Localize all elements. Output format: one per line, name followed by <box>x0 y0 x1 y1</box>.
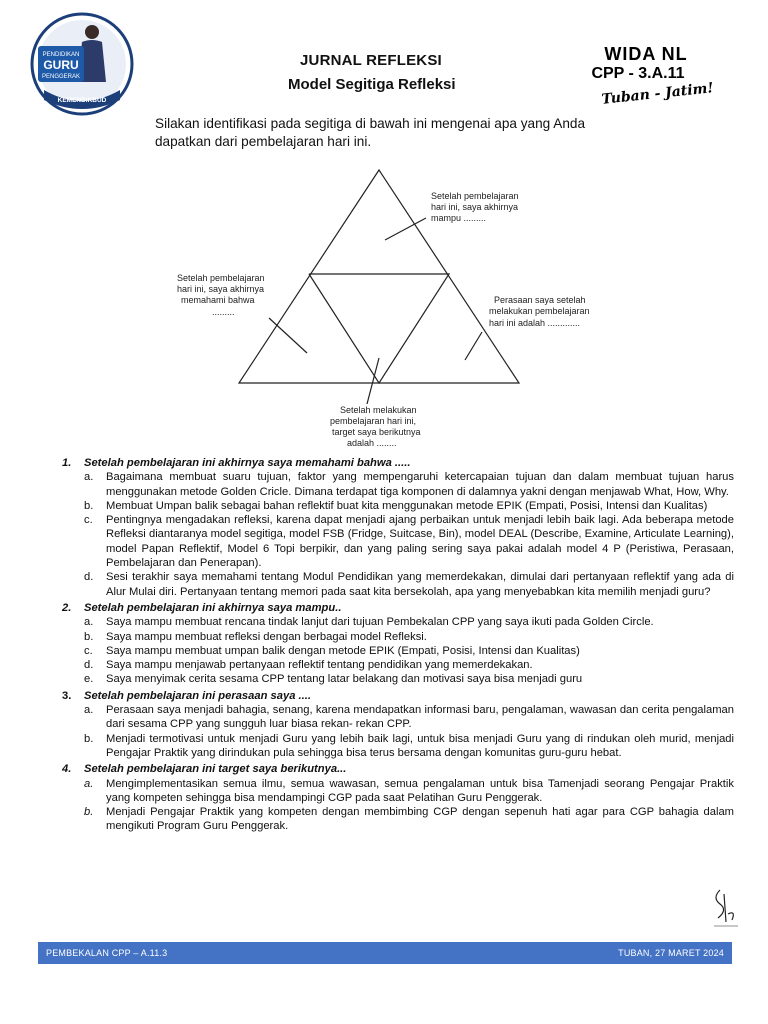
question-3: 3. Setelah pembelajaran ini perasaan saya .... <box>62 689 311 702</box>
question-1: 1. Setelah pembelajaran ini akhirnya saya memahami bahwa ..... <box>62 457 411 469</box>
author-code: CPP - 3.A.11 <box>591 65 685 82</box>
intro-text: Silakan identifikasi pada segitiga di bawah ini mengenai apa yang Anda dapatkan dari pembelajaran hari ini. <box>155 116 586 149</box>
list-item: d. Sesi terakhir saya memahami tentang Modul Pendidikan yang memerdekakan, dimulai dari pertanyaan reflektif yang ada di Alur Mulai diri. Pertanyaan tentang memori pada saat kita bersekolah, apa yang menyebabkan kita memilih menjadi guru? <box>84 571 734 598</box>
list-item: b. Membuat Umpan balik sebagai bahan reflektif buat kita menggunakan metode EPIK (Empati, Posisi, Intensi dan Kualitas) <box>84 499 708 512</box>
author-place: Tuban - Jatim! <box>600 80 715 108</box>
pointer-right <box>465 332 482 360</box>
question-2: 2. Setelah pembelajaran ini akhirnya saya mampu.. <box>62 601 342 614</box>
pointer-top-right <box>385 218 426 240</box>
question-title: Setelah pembelajaran ini akhirnya saya mampu.. <box>84 601 342 614</box>
pointer-left <box>269 318 307 353</box>
list-item: b. Saya mampu membuat refleksi dengan berbagai model Refleksi. <box>84 630 427 643</box>
inner-triangle <box>309 274 449 383</box>
footer-right: TUBAN, 27 MARET 2024 <box>618 948 724 958</box>
label-left: Setelah pembelajaran hari ini, saya akhirnya memahami bahwa ......... <box>177 273 265 317</box>
list-item: c. Saya mampu membuat umpan balik dengan metode EPIK (Empati, Posisi, Intensi dan Kualitas) <box>84 644 580 657</box>
question-4: 4. Setelah pembelajaran ini target saya berikutnya... <box>62 763 347 776</box>
page-title: JURNAL REFLEKSI <box>300 52 442 69</box>
question-title: Setelah pembelajaran ini target saya berikutnya... <box>84 763 347 776</box>
guru-penggerak-logo <box>30 12 134 116</box>
list-item: b. Menjadi termotivasi untuk menjadi Guru yang lebih baik lagi, untuk bisa menjadi Guru yang di rindukan oleh murid, menjadi Pengajar Praktik yang dirindukan pula sehingga bisa terus bersama dengan komunitas guru-guru hebat. <box>84 732 734 759</box>
logo-line1: PENDIDIKAN <box>42 52 80 58</box>
person-head-icon <box>85 25 99 39</box>
list-item: a. Perasaan saya menjadi bahagia, senang, karena mendapatkan informasi baru, pengalaman, wawasan dan cerita pengalaman dari sesama CPP yang sungguh luar biasa rekan- rekan CPP. <box>84 704 734 731</box>
signature-icon <box>706 884 746 932</box>
list-item: d. Saya mampu menjawab pertanyaan reflektif tentang pendidikan yang memerdekakan. <box>84 659 533 672</box>
author-stamp <box>568 40 728 110</box>
list-item: a. Saya mampu membuat rencana tindak lanjut dari tujuan Pembekalan CPP yang saya ikuti pada Golden Circle. <box>84 616 654 629</box>
list-item: a. Bagaimana membuat suaru tujuan, faktor yang mempengaruhi ketercapaian tujuan dan dalam membuat tujuan harus menggunakan metode Golden Cricle. Dimana terdapat tiga komponen di dalamnya yakni dengan menjawab What, How, Why. <box>84 471 734 498</box>
logo-line2: GURU <box>43 58 79 72</box>
footer-bar <box>38 942 732 964</box>
list-item: b. Menjadi Pengajar Praktik yang kompeten dengan membimbing CGP dengan sepenuh hati agar para CGP bahagia dalam mengikuti Program Guru Penggerak. <box>84 806 734 833</box>
logo-line3: PENGGERAK <box>41 74 81 80</box>
question-title: Setelah pembelajaran ini akhirnya saya memahami bahwa ..... <box>84 457 411 469</box>
question-title: Setelah pembelajaran ini perasaan saya .... <box>84 689 311 702</box>
reflection-list <box>58 454 734 834</box>
author-name: WIDA NL <box>604 44 688 64</box>
label-bottom: Setelah melakukan pembelajaran hari ini, target saya berikutnya adalah ........ <box>330 405 421 448</box>
label-top-right: Setelah pembelajaran hari ini, saya akhirnya mampu ......... <box>431 191 519 223</box>
logo-ring-text: KEMENDIKBUD <box>57 97 107 104</box>
footer-left: PEMBEKALAN CPP – A.11.3 <box>46 948 168 958</box>
reflection-triangle-diagram <box>160 168 630 458</box>
list-item: a. Mengimplementasikan semua ilmu, semua wawasan, semua pengalaman untuk bisa Tamenjadi seorang Pengajar Praktik yang kompeten sehingga bisa mendampingi CGP pada saat Pelatihan Guru Penggerak. <box>84 777 734 804</box>
list-item: c. Pentingnya mengadakan refleksi, karena dapat menjadi ajang perbaikan untuk menjadi lebih baik lagi. Ada beberapa metode Refleksi diantaranya model segitiga, model FSB (Fridge, Suitcase, Bin), model DEAL (Describe, Examine, Articulate Learning), model Papan Reflektif, Model 6 Topi berpikir, dan yang paling sering saya pakai adalah model 4 P (Peristiwa, Perasaan, Pembelajaran dan Penerapan). <box>84 514 734 570</box>
page-subtitle: Model Segitiga Refleksi <box>288 76 456 93</box>
label-right: Perasaan saya setelah melakukan pembelajaran hari ini adalah ............. <box>489 295 590 328</box>
list-item: e. Saya menyimak cerita sesama CPP tentang latar belakang dan motivasi saya bisa menjadi guru <box>84 673 583 686</box>
